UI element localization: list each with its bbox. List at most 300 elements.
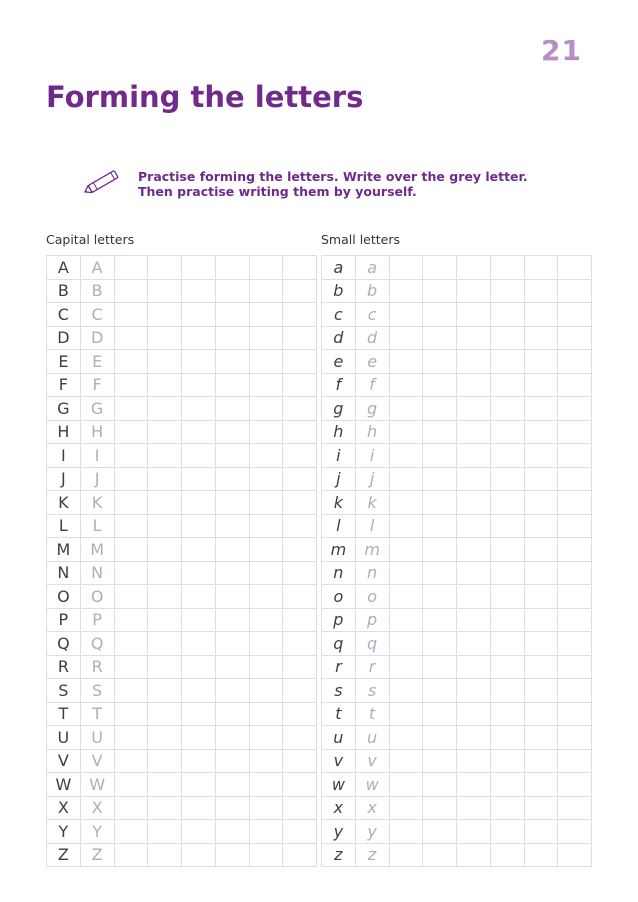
- small-model-letter[interactable]: w: [322, 773, 356, 797]
- small-trace-letter[interactable]: u: [355, 726, 389, 750]
- small-practice-cell[interactable]: [490, 420, 524, 444]
- capital-practice-cell[interactable]: [249, 585, 283, 609]
- capital-practice-cell[interactable]: [249, 820, 283, 844]
- capital-practice-cell[interactable]: [249, 655, 283, 679]
- capital-trace-letter[interactable]: F: [80, 373, 114, 397]
- capital-practice-cell[interactable]: [249, 303, 283, 327]
- capital-practice-cell[interactable]: [249, 632, 283, 656]
- small-practice-cell[interactable]: [457, 491, 491, 515]
- capital-practice-cell[interactable]: [182, 514, 216, 538]
- capital-trace-letter[interactable]: C: [80, 303, 114, 327]
- small-model-letter[interactable]: f: [322, 373, 356, 397]
- capital-practice-cell[interactable]: [215, 326, 249, 350]
- small-practice-cell[interactable]: [389, 420, 423, 444]
- small-practice-cell[interactable]: [490, 397, 524, 421]
- capital-trace-letter[interactable]: J: [80, 467, 114, 491]
- capital-practice-cell[interactable]: [114, 585, 148, 609]
- capital-practice-cell[interactable]: [148, 373, 182, 397]
- capital-practice-cell[interactable]: [114, 632, 148, 656]
- small-trace-letter[interactable]: q: [355, 632, 389, 656]
- small-model-letter[interactable]: k: [322, 491, 356, 515]
- small-practice-cell[interactable]: [457, 820, 491, 844]
- capital-practice-cell[interactable]: [215, 749, 249, 773]
- small-practice-cell[interactable]: [490, 679, 524, 703]
- small-practice-cell[interactable]: [423, 303, 457, 327]
- capital-practice-cell[interactable]: [148, 773, 182, 797]
- small-trace-letter[interactable]: i: [355, 444, 389, 468]
- capital-practice-cell[interactable]: [249, 749, 283, 773]
- small-practice-cell[interactable]: [423, 279, 457, 303]
- capital-practice-cell[interactable]: [283, 585, 317, 609]
- small-model-letter[interactable]: g: [322, 397, 356, 421]
- capital-practice-cell[interactable]: [215, 702, 249, 726]
- capital-practice-cell[interactable]: [148, 350, 182, 374]
- capital-practice-cell[interactable]: [249, 538, 283, 562]
- small-trace-letter[interactable]: h: [355, 420, 389, 444]
- small-practice-cell[interactable]: [558, 655, 592, 679]
- capital-model-letter[interactable]: B: [47, 279, 81, 303]
- capital-practice-cell[interactable]: [215, 467, 249, 491]
- small-practice-cell[interactable]: [423, 726, 457, 750]
- capital-practice-cell[interactable]: [182, 702, 216, 726]
- capital-practice-cell[interactable]: [114, 820, 148, 844]
- capital-practice-cell[interactable]: [182, 585, 216, 609]
- capital-practice-cell[interactable]: [283, 561, 317, 585]
- capital-practice-cell[interactable]: [215, 397, 249, 421]
- capital-practice-cell[interactable]: [283, 796, 317, 820]
- capital-model-letter[interactable]: E: [47, 350, 81, 374]
- small-practice-cell[interactable]: [490, 303, 524, 327]
- small-practice-cell[interactable]: [423, 632, 457, 656]
- small-practice-cell[interactable]: [524, 561, 558, 585]
- small-model-letter[interactable]: l: [322, 514, 356, 538]
- small-practice-cell[interactable]: [389, 608, 423, 632]
- small-practice-cell[interactable]: [457, 561, 491, 585]
- capital-practice-cell[interactable]: [182, 538, 216, 562]
- small-model-letter[interactable]: b: [322, 279, 356, 303]
- capital-practice-cell[interactable]: [215, 279, 249, 303]
- small-practice-cell[interactable]: [490, 726, 524, 750]
- small-trace-letter[interactable]: c: [355, 303, 389, 327]
- capital-model-letter[interactable]: T: [47, 702, 81, 726]
- small-model-letter[interactable]: y: [322, 820, 356, 844]
- small-practice-cell[interactable]: [389, 843, 423, 867]
- small-trace-letter[interactable]: o: [355, 585, 389, 609]
- capital-trace-letter[interactable]: G: [80, 397, 114, 421]
- small-model-letter[interactable]: e: [322, 350, 356, 374]
- small-practice-cell[interactable]: [423, 679, 457, 703]
- capital-practice-cell[interactable]: [114, 444, 148, 468]
- small-practice-cell[interactable]: [389, 632, 423, 656]
- capital-practice-cell[interactable]: [148, 843, 182, 867]
- capital-trace-letter[interactable]: A: [80, 256, 114, 280]
- small-trace-letter[interactable]: r: [355, 655, 389, 679]
- capital-practice-cell[interactable]: [182, 796, 216, 820]
- capital-practice-cell[interactable]: [215, 655, 249, 679]
- capital-practice-cell[interactable]: [182, 373, 216, 397]
- capital-practice-cell[interactable]: [114, 679, 148, 703]
- capital-model-letter[interactable]: D: [47, 326, 81, 350]
- small-practice-cell[interactable]: [423, 420, 457, 444]
- small-practice-cell[interactable]: [490, 820, 524, 844]
- capital-practice-cell[interactable]: [249, 256, 283, 280]
- small-model-letter[interactable]: x: [322, 796, 356, 820]
- capital-trace-letter[interactable]: E: [80, 350, 114, 374]
- small-practice-cell[interactable]: [558, 256, 592, 280]
- small-practice-cell[interactable]: [524, 373, 558, 397]
- small-practice-cell[interactable]: [558, 632, 592, 656]
- small-trace-letter[interactable]: v: [355, 749, 389, 773]
- capital-model-letter[interactable]: P: [47, 608, 81, 632]
- capital-practice-cell[interactable]: [148, 726, 182, 750]
- small-trace-letter[interactable]: a: [355, 256, 389, 280]
- capital-model-letter[interactable]: S: [47, 679, 81, 703]
- capital-model-letter[interactable]: W: [47, 773, 81, 797]
- capital-trace-letter[interactable]: N: [80, 561, 114, 585]
- small-practice-cell[interactable]: [389, 444, 423, 468]
- small-model-letter[interactable]: q: [322, 632, 356, 656]
- small-practice-cell[interactable]: [423, 820, 457, 844]
- capital-practice-cell[interactable]: [283, 608, 317, 632]
- capital-model-letter[interactable]: Z: [47, 843, 81, 867]
- small-practice-cell[interactable]: [524, 444, 558, 468]
- small-practice-cell[interactable]: [389, 350, 423, 374]
- capital-practice-cell[interactable]: [215, 350, 249, 374]
- capital-model-letter[interactable]: C: [47, 303, 81, 327]
- small-practice-cell[interactable]: [490, 256, 524, 280]
- capital-practice-cell[interactable]: [215, 820, 249, 844]
- small-practice-cell[interactable]: [524, 326, 558, 350]
- capital-practice-cell[interactable]: [249, 561, 283, 585]
- capital-model-letter[interactable]: X: [47, 796, 81, 820]
- capital-practice-cell[interactable]: [283, 702, 317, 726]
- small-practice-cell[interactable]: [490, 655, 524, 679]
- small-practice-cell[interactable]: [389, 726, 423, 750]
- small-practice-cell[interactable]: [457, 679, 491, 703]
- capital-trace-letter[interactable]: K: [80, 491, 114, 515]
- capital-practice-cell[interactable]: [215, 773, 249, 797]
- capital-practice-cell[interactable]: [182, 820, 216, 844]
- small-practice-cell[interactable]: [490, 467, 524, 491]
- capital-practice-cell[interactable]: [148, 303, 182, 327]
- capital-practice-cell[interactable]: [249, 796, 283, 820]
- capital-trace-letter[interactable]: P: [80, 608, 114, 632]
- small-practice-cell[interactable]: [490, 608, 524, 632]
- small-practice-cell[interactable]: [558, 702, 592, 726]
- capital-practice-cell[interactable]: [114, 467, 148, 491]
- small-model-letter[interactable]: j: [322, 467, 356, 491]
- small-practice-cell[interactable]: [423, 608, 457, 632]
- small-practice-cell[interactable]: [389, 702, 423, 726]
- capital-practice-cell[interactable]: [283, 326, 317, 350]
- capital-trace-letter[interactable]: X: [80, 796, 114, 820]
- capital-practice-cell[interactable]: [215, 843, 249, 867]
- capital-practice-cell[interactable]: [114, 561, 148, 585]
- capital-model-letter[interactable]: F: [47, 373, 81, 397]
- capital-practice-cell[interactable]: [249, 726, 283, 750]
- capital-practice-cell[interactable]: [182, 749, 216, 773]
- small-practice-cell[interactable]: [457, 444, 491, 468]
- capital-practice-cell[interactable]: [148, 444, 182, 468]
- capital-model-letter[interactable]: R: [47, 655, 81, 679]
- capital-practice-cell[interactable]: [249, 702, 283, 726]
- small-practice-cell[interactable]: [524, 350, 558, 374]
- small-practice-cell[interactable]: [457, 749, 491, 773]
- small-practice-cell[interactable]: [490, 796, 524, 820]
- small-practice-cell[interactable]: [524, 726, 558, 750]
- small-practice-cell[interactable]: [423, 655, 457, 679]
- small-practice-cell[interactable]: [524, 467, 558, 491]
- small-practice-cell[interactable]: [457, 585, 491, 609]
- capital-practice-cell[interactable]: [148, 538, 182, 562]
- small-practice-cell[interactable]: [524, 608, 558, 632]
- capital-practice-cell[interactable]: [182, 655, 216, 679]
- small-practice-cell[interactable]: [457, 632, 491, 656]
- capital-model-letter[interactable]: H: [47, 420, 81, 444]
- small-trace-letter[interactable]: w: [355, 773, 389, 797]
- capital-practice-cell[interactable]: [148, 561, 182, 585]
- capital-practice-cell[interactable]: [249, 279, 283, 303]
- capital-practice-cell[interactable]: [182, 632, 216, 656]
- small-practice-cell[interactable]: [558, 749, 592, 773]
- capital-practice-cell[interactable]: [114, 256, 148, 280]
- small-practice-cell[interactable]: [524, 679, 558, 703]
- small-practice-cell[interactable]: [490, 702, 524, 726]
- capital-practice-cell[interactable]: [283, 679, 317, 703]
- capital-practice-cell[interactable]: [182, 420, 216, 444]
- small-practice-cell[interactable]: [389, 326, 423, 350]
- small-practice-cell[interactable]: [524, 632, 558, 656]
- small-trace-letter[interactable]: j: [355, 467, 389, 491]
- capital-practice-cell[interactable]: [148, 679, 182, 703]
- capital-practice-cell[interactable]: [182, 397, 216, 421]
- small-practice-cell[interactable]: [457, 326, 491, 350]
- capital-practice-cell[interactable]: [283, 279, 317, 303]
- small-practice-cell[interactable]: [389, 679, 423, 703]
- capital-model-letter[interactable]: A: [47, 256, 81, 280]
- capital-model-letter[interactable]: V: [47, 749, 81, 773]
- capital-model-letter[interactable]: J: [47, 467, 81, 491]
- capital-practice-cell[interactable]: [283, 303, 317, 327]
- small-practice-cell[interactable]: [558, 279, 592, 303]
- capital-practice-cell[interactable]: [114, 749, 148, 773]
- capital-practice-cell[interactable]: [249, 397, 283, 421]
- small-practice-cell[interactable]: [558, 373, 592, 397]
- capital-practice-cell[interactable]: [283, 373, 317, 397]
- capital-trace-letter[interactable]: R: [80, 655, 114, 679]
- small-practice-cell[interactable]: [389, 467, 423, 491]
- capital-practice-cell[interactable]: [249, 350, 283, 374]
- small-practice-cell[interactable]: [490, 373, 524, 397]
- small-practice-cell[interactable]: [558, 679, 592, 703]
- small-model-letter[interactable]: n: [322, 561, 356, 585]
- small-model-letter[interactable]: r: [322, 655, 356, 679]
- capital-practice-cell[interactable]: [215, 538, 249, 562]
- capital-practice-cell[interactable]: [249, 679, 283, 703]
- capital-trace-letter[interactable]: Z: [80, 843, 114, 867]
- small-practice-cell[interactable]: [389, 561, 423, 585]
- small-trace-letter[interactable]: s: [355, 679, 389, 703]
- small-model-letter[interactable]: o: [322, 585, 356, 609]
- small-practice-cell[interactable]: [490, 585, 524, 609]
- small-practice-cell[interactable]: [524, 303, 558, 327]
- capital-trace-letter[interactable]: Q: [80, 632, 114, 656]
- small-practice-cell[interactable]: [524, 397, 558, 421]
- small-practice-cell[interactable]: [423, 514, 457, 538]
- small-practice-cell[interactable]: [457, 702, 491, 726]
- capital-practice-cell[interactable]: [283, 538, 317, 562]
- capital-practice-cell[interactable]: [283, 514, 317, 538]
- capital-practice-cell[interactable]: [148, 749, 182, 773]
- small-practice-cell[interactable]: [423, 561, 457, 585]
- small-model-letter[interactable]: u: [322, 726, 356, 750]
- small-practice-cell[interactable]: [558, 514, 592, 538]
- small-practice-cell[interactable]: [558, 585, 592, 609]
- capital-practice-cell[interactable]: [114, 608, 148, 632]
- capital-practice-cell[interactable]: [114, 773, 148, 797]
- small-practice-cell[interactable]: [423, 796, 457, 820]
- capital-practice-cell[interactable]: [182, 444, 216, 468]
- capital-practice-cell[interactable]: [215, 444, 249, 468]
- small-model-letter[interactable]: d: [322, 326, 356, 350]
- small-practice-cell[interactable]: [558, 397, 592, 421]
- capital-practice-cell[interactable]: [182, 843, 216, 867]
- small-practice-cell[interactable]: [389, 538, 423, 562]
- small-practice-cell[interactable]: [524, 491, 558, 515]
- small-model-letter[interactable]: i: [322, 444, 356, 468]
- small-practice-cell[interactable]: [389, 749, 423, 773]
- capital-practice-cell[interactable]: [249, 420, 283, 444]
- capital-practice-cell[interactable]: [283, 749, 317, 773]
- small-trace-letter[interactable]: g: [355, 397, 389, 421]
- small-practice-cell[interactable]: [524, 420, 558, 444]
- capital-practice-cell[interactable]: [283, 632, 317, 656]
- small-practice-cell[interactable]: [558, 303, 592, 327]
- small-practice-cell[interactable]: [457, 796, 491, 820]
- capital-practice-cell[interactable]: [283, 350, 317, 374]
- capital-practice-cell[interactable]: [114, 397, 148, 421]
- small-model-letter[interactable]: a: [322, 256, 356, 280]
- small-practice-cell[interactable]: [423, 585, 457, 609]
- capital-practice-cell[interactable]: [249, 467, 283, 491]
- capital-practice-cell[interactable]: [148, 467, 182, 491]
- capital-practice-cell[interactable]: [148, 655, 182, 679]
- capital-model-letter[interactable]: U: [47, 726, 81, 750]
- small-practice-cell[interactable]: [457, 538, 491, 562]
- small-practice-cell[interactable]: [423, 491, 457, 515]
- capital-practice-cell[interactable]: [283, 397, 317, 421]
- capital-model-letter[interactable]: L: [47, 514, 81, 538]
- capital-practice-cell[interactable]: [148, 256, 182, 280]
- small-practice-cell[interactable]: [389, 491, 423, 515]
- small-practice-cell[interactable]: [490, 326, 524, 350]
- small-practice-cell[interactable]: [524, 796, 558, 820]
- small-practice-cell[interactable]: [524, 538, 558, 562]
- capital-practice-cell[interactable]: [182, 303, 216, 327]
- capital-practice-cell[interactable]: [114, 420, 148, 444]
- small-model-letter[interactable]: h: [322, 420, 356, 444]
- small-practice-cell[interactable]: [457, 514, 491, 538]
- small-practice-cell[interactable]: [389, 655, 423, 679]
- capital-practice-cell[interactable]: [283, 467, 317, 491]
- capital-trace-letter[interactable]: W: [80, 773, 114, 797]
- small-practice-cell[interactable]: [423, 749, 457, 773]
- small-practice-cell[interactable]: [558, 608, 592, 632]
- small-practice-cell[interactable]: [423, 373, 457, 397]
- capital-practice-cell[interactable]: [249, 326, 283, 350]
- capital-trace-letter[interactable]: V: [80, 749, 114, 773]
- small-trace-letter[interactable]: m: [355, 538, 389, 562]
- small-practice-cell[interactable]: [558, 773, 592, 797]
- capital-model-letter[interactable]: M: [47, 538, 81, 562]
- small-practice-cell[interactable]: [490, 632, 524, 656]
- small-practice-cell[interactable]: [423, 256, 457, 280]
- capital-practice-cell[interactable]: [114, 726, 148, 750]
- small-practice-cell[interactable]: [558, 467, 592, 491]
- small-practice-cell[interactable]: [457, 373, 491, 397]
- capital-practice-cell[interactable]: [182, 773, 216, 797]
- small-trace-letter[interactable]: k: [355, 491, 389, 515]
- small-practice-cell[interactable]: [524, 279, 558, 303]
- small-trace-letter[interactable]: p: [355, 608, 389, 632]
- capital-practice-cell[interactable]: [148, 702, 182, 726]
- capital-model-letter[interactable]: Q: [47, 632, 81, 656]
- capital-practice-cell[interactable]: [182, 256, 216, 280]
- small-practice-cell[interactable]: [389, 796, 423, 820]
- small-practice-cell[interactable]: [524, 773, 558, 797]
- capital-practice-cell[interactable]: [182, 467, 216, 491]
- capital-practice-cell[interactable]: [114, 350, 148, 374]
- capital-practice-cell[interactable]: [283, 843, 317, 867]
- capital-model-letter[interactable]: K: [47, 491, 81, 515]
- small-trace-letter[interactable]: z: [355, 843, 389, 867]
- capital-practice-cell[interactable]: [249, 444, 283, 468]
- small-practice-cell[interactable]: [423, 702, 457, 726]
- capital-practice-cell[interactable]: [249, 514, 283, 538]
- small-practice-cell[interactable]: [558, 843, 592, 867]
- capital-trace-letter[interactable]: U: [80, 726, 114, 750]
- small-practice-cell[interactable]: [490, 350, 524, 374]
- small-practice-cell[interactable]: [558, 491, 592, 515]
- capital-practice-cell[interactable]: [215, 256, 249, 280]
- capital-practice-cell[interactable]: [182, 726, 216, 750]
- capital-practice-cell[interactable]: [148, 796, 182, 820]
- capital-practice-cell[interactable]: [182, 491, 216, 515]
- capital-model-letter[interactable]: O: [47, 585, 81, 609]
- capital-practice-cell[interactable]: [215, 632, 249, 656]
- small-practice-cell[interactable]: [457, 843, 491, 867]
- small-practice-cell[interactable]: [524, 843, 558, 867]
- small-trace-letter[interactable]: e: [355, 350, 389, 374]
- small-practice-cell[interactable]: [423, 350, 457, 374]
- small-practice-cell[interactable]: [490, 561, 524, 585]
- small-practice-cell[interactable]: [457, 397, 491, 421]
- capital-practice-cell[interactable]: [215, 679, 249, 703]
- small-practice-cell[interactable]: [457, 467, 491, 491]
- small-practice-cell[interactable]: [457, 773, 491, 797]
- capital-trace-letter[interactable]: D: [80, 326, 114, 350]
- capital-practice-cell[interactable]: [283, 491, 317, 515]
- capital-practice-cell[interactable]: [283, 773, 317, 797]
- capital-practice-cell[interactable]: [215, 585, 249, 609]
- capital-practice-cell[interactable]: [114, 303, 148, 327]
- small-trace-letter[interactable]: l: [355, 514, 389, 538]
- capital-practice-cell[interactable]: [249, 608, 283, 632]
- small-trace-letter[interactable]: x: [355, 796, 389, 820]
- capital-trace-letter[interactable]: Y: [80, 820, 114, 844]
- small-practice-cell[interactable]: [558, 726, 592, 750]
- small-model-letter[interactable]: c: [322, 303, 356, 327]
